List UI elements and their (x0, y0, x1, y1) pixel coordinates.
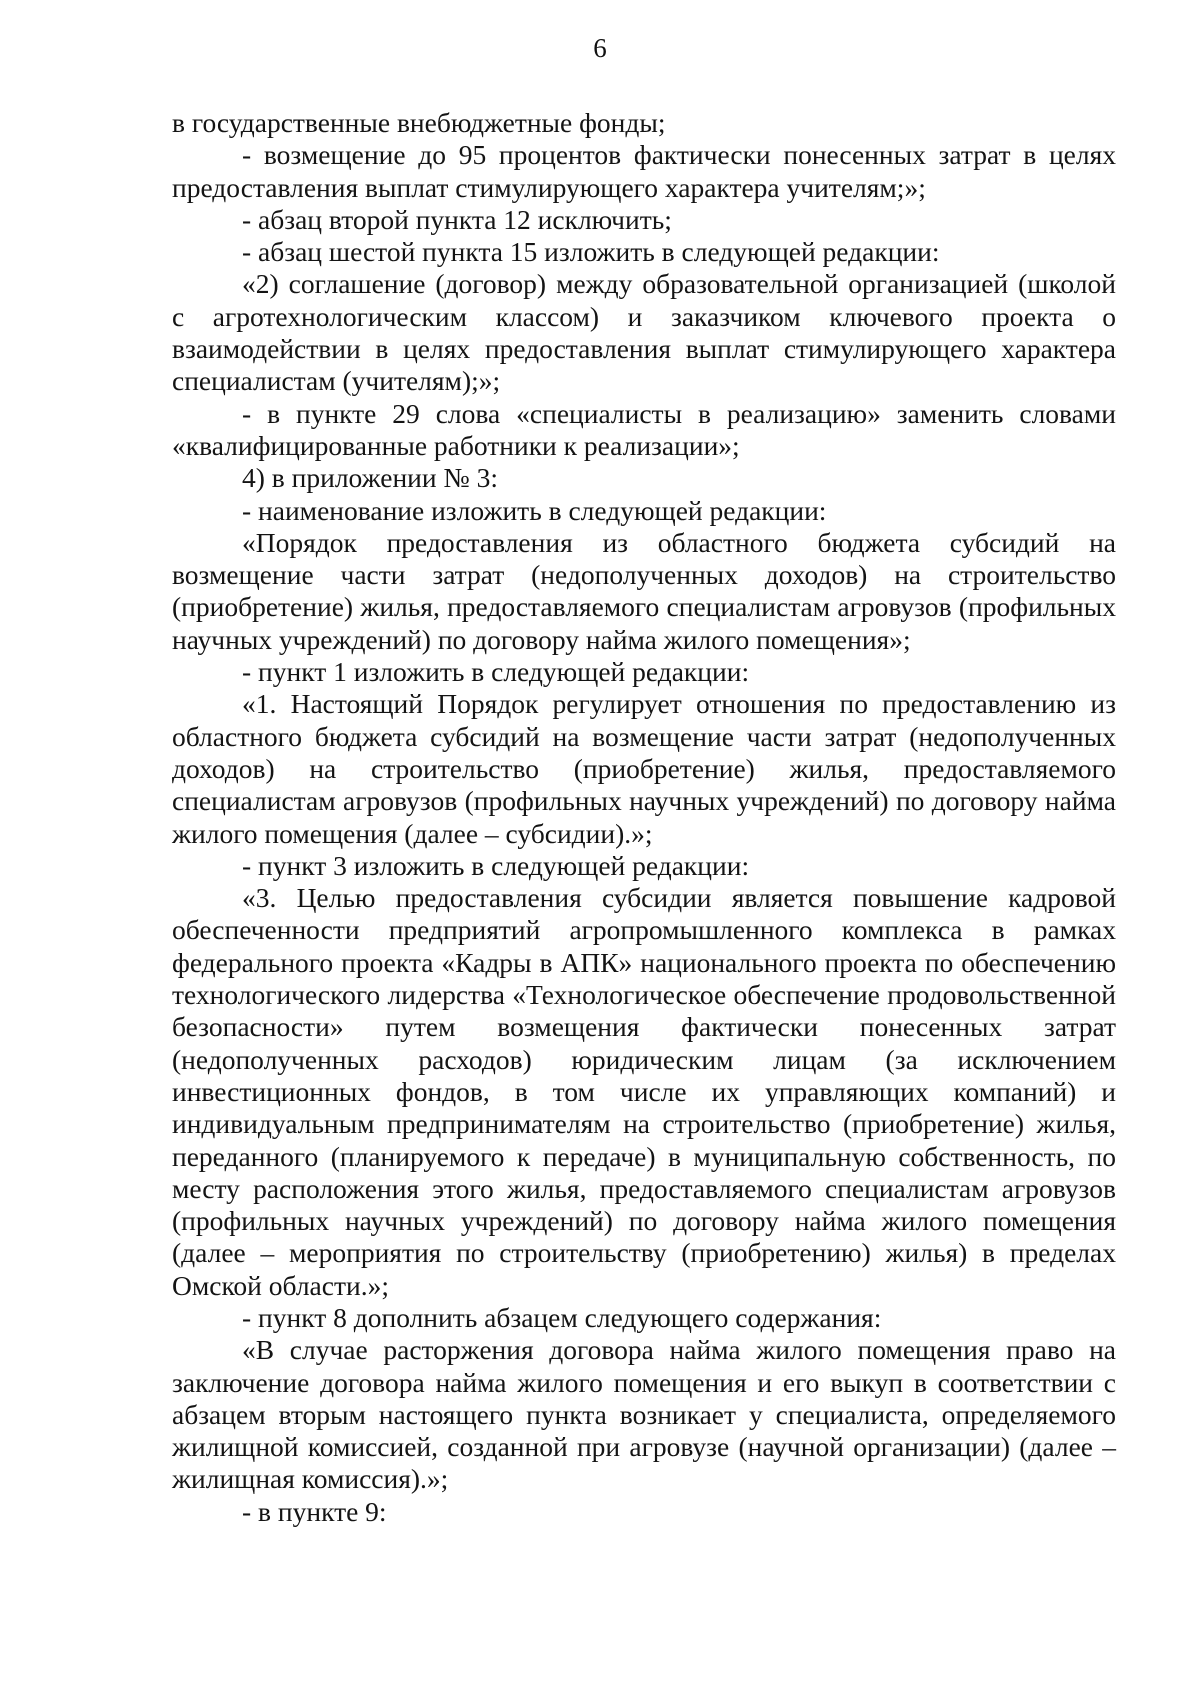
paragraph: - абзац шестой пункта 15 изложить в следующей редакции: (242, 236, 940, 268)
paragraph: «Порядок предоставления из областного бюджета субсидий на возмещение части затрат (недополученных доходов) на строительство (приобретение) жилья, предоставляемого специалистам агровузов (профильных научных учреждений) по договору найма жилого помещения»; (172, 526, 1116, 655)
paragraph: в государственные внебюджетные фонды; (172, 107, 666, 138)
paragraph: - наименование изложить в следующей редакции: (242, 494, 827, 526)
paragraph: «3. Целью предоставления субсидии является повышение кадровой обеспеченности предприятий агропромышленного комплекса в рамках федерального проекта «Кадры в АПК» национального проекта по обеспечению технологического лидерства «Технологическое обеспечение продовольственной безопасности» путем возмещения фактически понесенных затрат (недополученных расходов) юридическим лицам (за исключением инвестиционных фондов, в том числе их управляющих компаний) и индивидуальным предпринимателям на строительство (приобретение) жилья, переданного (планируемого к передаче) в муниципальную собственность, по месту расположения этого жилья, предоставляемого специалистам агровузов (профильных научных учреждений) по договору найма жилого помещения (далее – мероприятия по строительству (приобретению) жилья) в пределах Омской области.»; (172, 882, 1116, 1301)
paragraph: 4) в приложении № 3: (242, 462, 498, 494)
paragraph: «1. Настоящий Порядок регулирует отношения по предоставлению из областного бюджета субсидий на возмещение части затрат (недополученных доходов) на строительство (приобретение) жилья, предоставляемого специалистам агровузов (профильных научных учреждений) по договору найма жилого помещения (далее – субсидии).»; (172, 688, 1116, 849)
paragraph: - пункт 3 изложить в следующей редакции: (242, 849, 750, 881)
document-body (172, 107, 1116, 1528)
paragraph: «В случае расторжения договора найма жилого помещения право на заключение договора найма жилого помещения и его выкуп в соответствии с абзацем вторым настоящего пункта возникает у специалиста, определяемого жилищной комиссией, созданной при агровузе (научной организации) (далее – жилищная комиссия).»; (172, 1334, 1116, 1495)
page-number: 6 (593, 33, 607, 63)
paragraph: - пункт 1 изложить в следующей редакции: (242, 656, 750, 688)
paragraph: - в пункте 29 слова «специалисты в реализацию» заменить словами «квалифицированные работники к реализации»; (172, 397, 1116, 461)
paragraph: - пункт 8 дополнить абзацем следующего содержания: (242, 1301, 882, 1333)
paragraph: - возмещение до 95 процентов фактически понесенных затрат в целях предоставления выплат стимулирующего характера учителям;»; (172, 139, 1116, 203)
paragraph: - абзац второй пункта 12 исключить; (242, 203, 672, 235)
paragraph: «2) соглашение (договор) между образовательной организацией (школой с агротехнологическим классом) и заказчиком ключевого проекта о взаимодействии в целях предоставления выплат стимулирующего характера специалистам (учителям);»; (172, 268, 1116, 397)
paragraph: - в пункте 9: (242, 1495, 387, 1527)
